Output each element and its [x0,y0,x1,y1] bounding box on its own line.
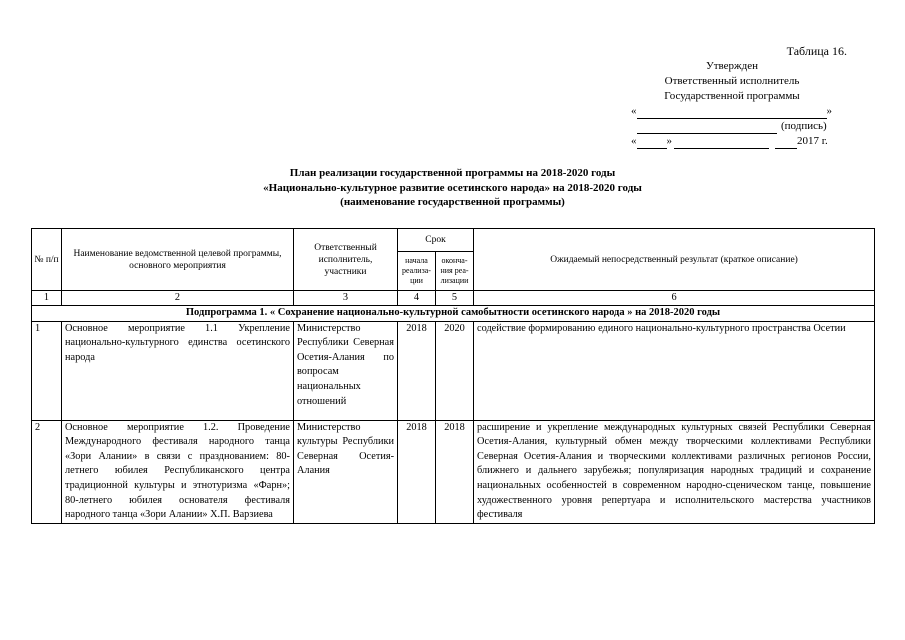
header-start: начала реализа-ции [398,252,436,291]
table-row [32,321,875,420]
date-line [617,134,847,149]
column-number-row [32,291,875,306]
signature-line [617,119,847,134]
date-quote-close: » [666,135,672,147]
blank-line [637,107,827,119]
subprogram-row [32,306,875,322]
column-number: 2 [62,291,294,306]
responsible-label: Ответственный исполнитель [664,75,800,87]
signature-label: (подпись) [781,120,827,132]
program-label: Государственной программы [664,90,800,102]
row-num: 1 [32,321,62,420]
blank-line [775,137,797,149]
title-line-3: (наименование государственной программы) [340,196,565,208]
column-number: 4 [398,291,436,306]
row-result: содействие формированию единого национально-культурного пространства Осетии [474,321,875,420]
document-title [0,166,905,210]
row-name: Основное мероприятие 1.2. Проведение Международного фестиваля народного танца «Зори Алании» в связи с празднованием: 80-летнего юбилея Республиканского центра традиционной культуры и этнотуризма «Фарн»; 80-летнего юбилея основателя фестиваля народного танца «Зори Алании» Х.П. Варзиева [62,420,294,523]
quote-close: » [826,105,832,117]
header-executor: Ответственный исполнитель, участники [294,229,398,291]
table-number: Таблица 16. [786,44,847,58]
title-line-2: «Национально-культурное развитие осетинского народа» на 2018-2020 годы [263,181,642,194]
column-number: 6 [474,291,875,306]
header-name: Наименование ведомственной целевой программы, основного мероприятия [62,229,294,291]
subprogram-title: Подпрограмма 1. « Сохранение национально-культурной самобытности осетинского народа » на 2018-2020 годы [32,306,875,322]
approval-block [617,44,847,149]
header-result: Ожидаемый непосредственный результат (краткое описание) [474,229,875,291]
row-start: 2018 [398,321,436,420]
date-quote-open: « [631,135,637,147]
header-end: оконча-ния реа-лизации [436,252,474,291]
title-line-1: План реализации государственной программы на 2018-2020 годы [289,167,616,179]
row-executor: Министерство Республики Северная Осетия-Алания по вопросам национальных отношений [294,321,398,420]
quote-open: « [631,105,637,117]
header-num: № п/п [32,229,62,291]
row-end: 2018 [436,420,474,523]
column-number: 3 [294,291,398,306]
row-name: Основное мероприятие 1.1 Укрепление национально-культурного единства осетинского народа [62,321,294,420]
header-row [32,229,875,252]
approved-label: Утвержден [705,60,759,72]
row-num: 2 [32,420,62,523]
column-number: 1 [32,291,62,306]
column-number: 5 [436,291,474,306]
blank-line [637,122,777,134]
year-label: 2017 г. [797,135,828,147]
row-end: 2020 [436,321,474,420]
executor-name-line [617,104,847,119]
table-row [32,420,875,523]
blank-line [674,137,769,149]
plan-table [31,228,875,524]
blank-line [637,137,667,149]
header-term: Срок [398,229,474,252]
row-start: 2018 [398,420,436,523]
row-executor: Министерство культуры Республики Северная Осетия-Алания [294,420,398,523]
row-result: расширение и укрепление международных культурных связей Республики Северная Осетия-Алания, культурный обмен между творческими коллективами Республики Северная Осетия-Алания и творческими коллективами различных регионов России, ближнего и дальнего зарубежья; популяризация народных традиций и сохранение национальных особенностей в современном народно-сценическом танце, повышение художественного уровня репертуара и исполнительского мастерства участников фестиваля [474,420,875,523]
